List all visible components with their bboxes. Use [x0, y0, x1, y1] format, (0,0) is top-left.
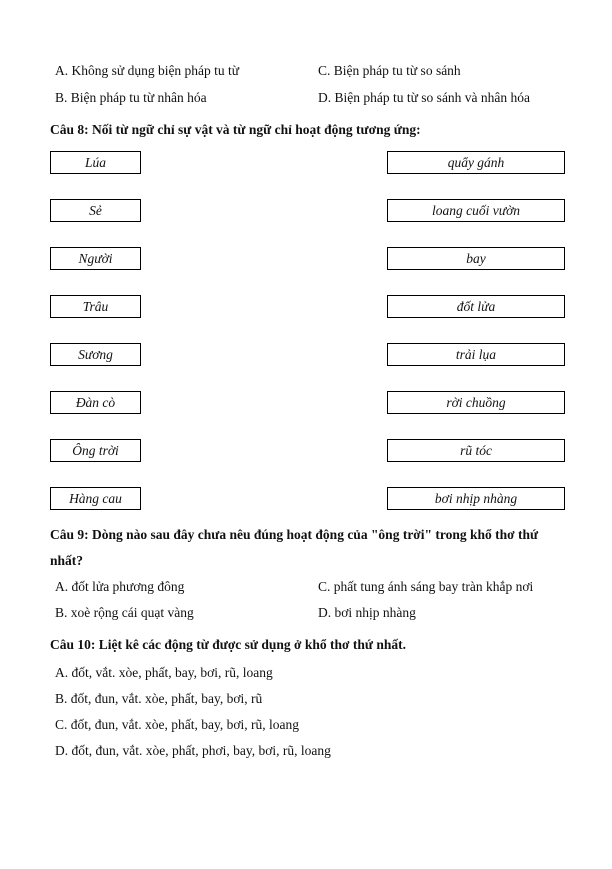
matching-row — [50, 151, 565, 174]
action-box: loang cuối vườn — [387, 199, 565, 222]
matching-row — [50, 439, 565, 462]
action-box: rời chuồng — [387, 391, 565, 414]
question9-option-d: D. bơi nhịp nhàng — [318, 605, 416, 620]
matching-row — [50, 295, 565, 318]
question7-option-b: B. Biện pháp tu từ nhân hóa — [55, 90, 207, 105]
subject-box: Trâu — [50, 295, 141, 318]
matching-row — [50, 343, 565, 366]
question7-options — [50, 62, 565, 107]
subject-box: Người — [50, 247, 141, 270]
action-box: bay — [387, 247, 565, 270]
question9-option-b: B. xoè rộng cái quạt vàng — [55, 605, 194, 620]
subject-box: Hàng cau — [50, 487, 141, 510]
matching-row — [50, 487, 565, 510]
question9-option-c: C. phất tung ánh sáng bay tràn khắp nơi — [318, 579, 534, 594]
question10-option-b: B. đốt, đun, vắt. xòe, phất, bay, bơi, rũ — [55, 691, 263, 706]
question10-options — [50, 660, 565, 764]
question8-heading: Câu 8: Nối từ ngữ chỉ sự vật và từ ngữ chỉ hoạt động tương ứng: — [50, 122, 421, 137]
subject-box: Đàn cò — [50, 391, 141, 414]
question7-option-a: A. Không sử dụng biện pháp tu từ — [55, 63, 240, 78]
question10-option-a: A. đốt, vắt. xòe, phất, bay, bơi, rũ, loang — [55, 665, 273, 680]
question7-option-c: C. Biện pháp tu từ so sánh — [318, 63, 461, 78]
question9-options — [50, 578, 565, 622]
action-box: bơi nhịp nhàng — [387, 487, 565, 510]
subject-box: Ông trời — [50, 439, 141, 462]
question10-heading: Câu 10: Liệt kê các động từ được sử dụng ở khổ thơ thứ nhất. — [50, 637, 407, 652]
action-box: quẩy gánh — [387, 151, 565, 174]
question7-option-d: D. Biện pháp tu từ so sánh và nhân hóa — [318, 90, 531, 105]
matching-row — [50, 391, 565, 414]
action-box: rũ tóc — [387, 439, 565, 462]
question8-matching-exercise — [50, 151, 565, 510]
question10-option-d: D. đốt, đun, vắt. xòe, phất, phơi, bay, bơi, rũ, loang — [55, 743, 331, 758]
subject-box: Sương — [50, 343, 141, 366]
matching-row — [50, 247, 565, 270]
subject-box: Sẻ — [50, 199, 141, 222]
action-box: trải lụa — [387, 343, 565, 366]
matching-row — [50, 199, 565, 222]
action-box: đốt lửa — [387, 295, 565, 318]
question9-option-a: A. đốt lửa phương đông — [55, 579, 185, 594]
subject-box: Lúa — [50, 151, 141, 174]
question9-heading: Câu 9: Dòng nào sau đây chưa nêu đúng hoạt động của "ông trời" trong khổ thơ thứ nhất? — [50, 527, 539, 568]
question10-option-c: C. đốt, đun, vắt. xòe, phất, bay, bơi, rũ, loang — [55, 717, 299, 732]
